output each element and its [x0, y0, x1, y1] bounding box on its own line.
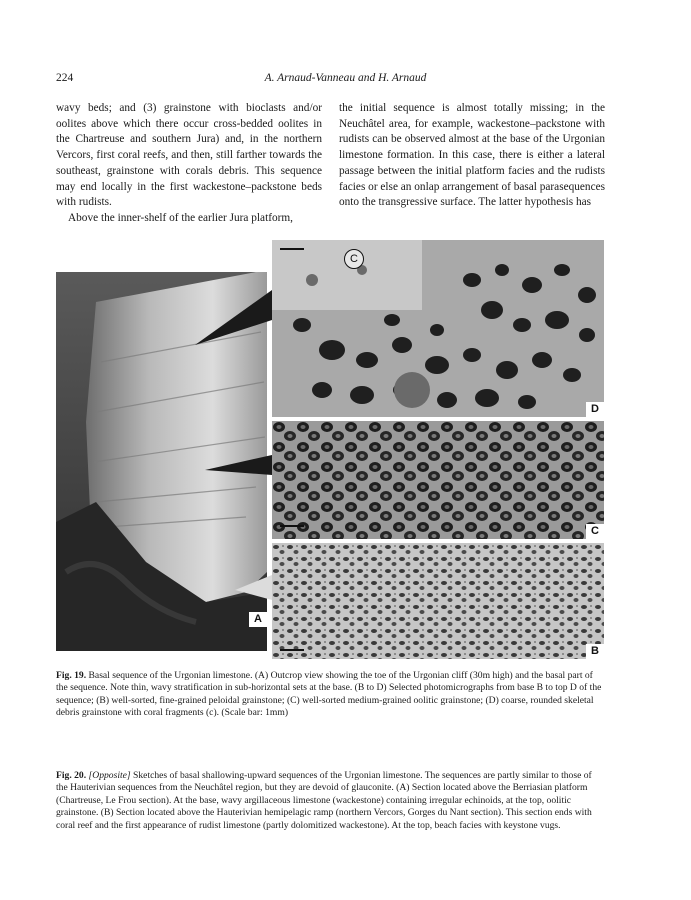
scale-bar: [280, 525, 304, 527]
scale-bar: [280, 248, 304, 250]
caption-text: Basal sequence of the Urgonian limestone. (A) Outcrop view showing the toe of the Urgonian cliff (30m high) and the basal part of the sequence. Note thin, wavy stratification in sub-horizontal sets at the base. (B to D) Selected photomicrographs from base B to top D of the sequence; (B) well-sorted, fine-grained peloidal grainstone; (C) well-sorted medium-grained oolitic grainstone; (D) coarse, rounded skeletal debris grainstone with coral fragments (c). (Scale bar: 1mm): [56, 670, 602, 719]
figure-number: Fig. 19.: [56, 670, 87, 681]
paragraph: the initial sequence is almost totally missing; in the Neuchâtel area, for example, wackestone–packstone with rudists can be observed almost at the base of the Urgonian limestone formation. In this case, there is either a lateral passage between the initial platform facies and the rudists facies or else an onlap arrangement of basal parasequences onto the transgressive surface. The latter hypothesis has: [339, 102, 605, 209]
pointer-to-c: [205, 455, 272, 475]
texture-oolitic: [272, 421, 604, 539]
figure-19-caption: [56, 670, 604, 720]
panel-label-c: C: [586, 524, 604, 539]
opposite-note: [Opposite]: [88, 770, 131, 781]
figure-19-panel-c-photomicrograph: [272, 421, 604, 539]
texture-peloidal: [272, 543, 604, 659]
figure-19-panel-b-photomicrograph: [272, 543, 604, 659]
paragraph: Above the inner-shelf of the earlier Jura platform,: [68, 211, 293, 224]
pointer-to-d: [195, 290, 272, 345]
panel-label-a: A: [249, 612, 267, 627]
texture-coarse-skeletal: [272, 240, 604, 417]
figure-number: Fig. 20.: [56, 770, 87, 781]
figure-20-caption: [56, 770, 604, 832]
running-title: A. Arnaud-Vanneau and H. Arnaud: [264, 72, 427, 84]
coral-fragment-marker: C: [344, 249, 364, 269]
scale-bar: [280, 649, 304, 651]
panel-label-b: B: [586, 644, 604, 659]
paragraph: wavy beds; and (3) grainstone with bioclasts and/or oolites above which there occur cross-bedded oolites in the Chartreuse and southern Jura) and, in the northern Vercors, first coral reefs, and then, still farther towards the southeast, grainstone with corals debris. This sequence may end locally in the first wackestone–packstone beds with rudists.: [56, 102, 322, 209]
figure-19-panel-d-photomicrograph: [272, 240, 604, 417]
page-number: 224: [56, 72, 74, 84]
pointer-to-b: [235, 575, 272, 600]
panel-label-d: D: [586, 402, 604, 417]
caption-text: Sketches of basal shallowing-upward sequences of the Urgonian limestone. The sequences are partly similar to those of the Hauterivian sequences from the Neuchâtel region, but they are devoid of glauconite. (A) Section located above the Berriasian platform (Chartreuse, Le Frou section). At the base, wavy argillaceous limestone (wackestone) containing irregular echinoids, at the top, oolitic grainstone. (B) Section located above the Hauterivian hemipelagic ramp (northern Vercors, Gorges du Nant section). This section ends with coral reef and the first appearance of rudist limestone (partly dolomitized wackestone). At the top, beach facies with keystone vugs.: [56, 770, 592, 831]
